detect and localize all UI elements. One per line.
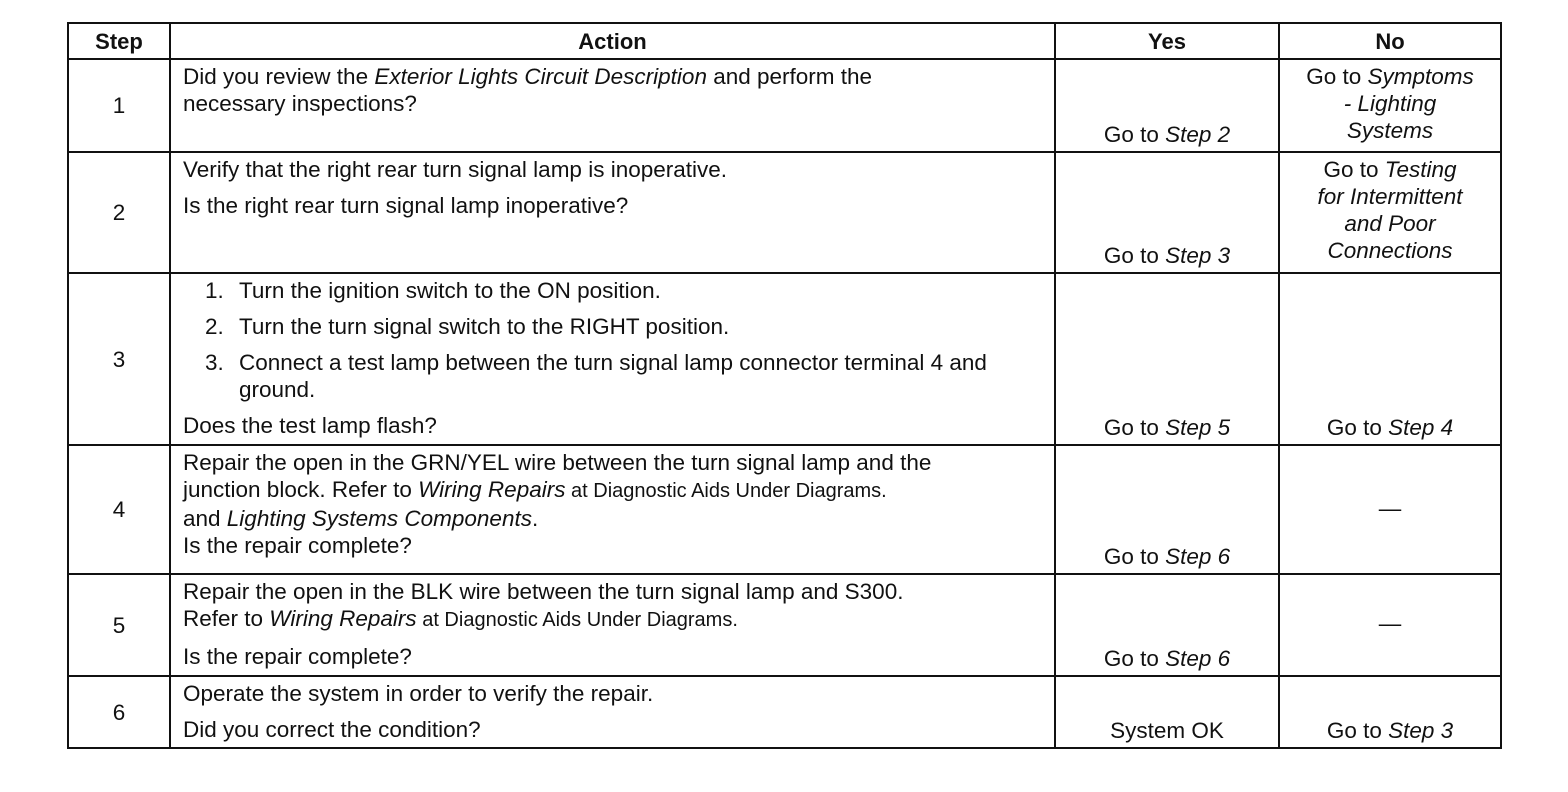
action-line: Repair the open in the BLK wire between the turn signal lamp and S300. xyxy=(183,579,904,604)
yes-text: Go to xyxy=(1103,415,1166,440)
action-text: at Diagnostic Aids Under Diagrams. xyxy=(565,480,887,502)
table-row xyxy=(68,574,1501,676)
yes-text: Go to xyxy=(1103,646,1166,671)
yes-text: Go to xyxy=(1103,243,1166,268)
table-row xyxy=(68,445,1501,574)
no-step-link[interactable]: Step 3 xyxy=(1388,718,1454,743)
step-number: 5 xyxy=(68,574,170,676)
header-step: Step xyxy=(68,23,170,59)
action-reference: Lighting Systems Components xyxy=(226,506,532,531)
action-line xyxy=(183,63,1044,90)
list-item xyxy=(205,313,1044,340)
step-number: 4 xyxy=(68,445,170,574)
yes-cell xyxy=(1055,152,1279,273)
yes-step-link[interactable]: Step 5 xyxy=(1165,415,1231,440)
step-number: 3 xyxy=(68,273,170,445)
header-yes: Yes xyxy=(1055,23,1279,59)
no-line xyxy=(1280,156,1500,183)
action-text: and perform the xyxy=(706,64,873,89)
action-line: Operate the system in order to verify the repair. xyxy=(183,681,654,706)
table-row xyxy=(68,152,1501,273)
action-text: and xyxy=(183,506,227,531)
action-text: Refer to xyxy=(183,606,270,631)
no-text: Go to xyxy=(1326,718,1389,743)
action-line xyxy=(183,505,1044,532)
no-reference[interactable]: - Lighting xyxy=(1343,91,1437,116)
list-item-text: Turn the turn signal switch to the RIGHT position. xyxy=(239,314,730,339)
action-line: Repair the open in the GRN/YEL wire between the turn signal lamp and the xyxy=(183,450,932,475)
table-row xyxy=(68,59,1501,152)
action-question: Is the right rear turn signal lamp inoperative? xyxy=(183,193,629,218)
yes-cell xyxy=(1055,676,1279,748)
no-text: Go to xyxy=(1323,157,1385,182)
no-reference[interactable]: Symptoms xyxy=(1367,64,1474,89)
no-dash: — xyxy=(1378,495,1402,521)
yes-cell xyxy=(1055,574,1279,676)
list-item-number: 2. xyxy=(205,314,224,339)
header-no: No xyxy=(1279,23,1501,59)
yes-step-link[interactable]: Step 6 xyxy=(1165,646,1231,671)
action-line xyxy=(183,605,1044,634)
list-item-number: 1. xyxy=(205,278,224,303)
action-reference: Exterior Lights Circuit Description xyxy=(374,64,707,89)
no-reference[interactable]: Testing xyxy=(1384,157,1457,182)
no-reference[interactable]: Systems xyxy=(1346,118,1434,143)
action-text: junction block. Refer to xyxy=(183,477,419,502)
no-reference[interactable]: Connections xyxy=(1327,238,1453,263)
no-text: Go to xyxy=(1306,64,1368,89)
no-step-link[interactable]: Step 4 xyxy=(1388,415,1454,440)
list-item-text: Connect a test lamp between the turn signal lamp connector terminal 4 and ground. xyxy=(239,350,987,402)
yes-text: Go to xyxy=(1103,122,1166,147)
yes-cell xyxy=(1055,445,1279,574)
action-question: Does the test lamp flash? xyxy=(183,413,437,438)
action-question: Did you correct the condition? xyxy=(183,717,481,742)
action-text: Did you review the xyxy=(183,64,375,89)
action-line xyxy=(183,476,1044,505)
yes-cell xyxy=(1055,273,1279,445)
action-line: necessary inspections? xyxy=(183,91,417,116)
step-number: 2 xyxy=(68,152,170,273)
no-cell xyxy=(1279,152,1501,273)
action-question: Is the repair complete? xyxy=(183,533,412,558)
action-cell xyxy=(170,676,1055,748)
step-number: 6 xyxy=(68,676,170,748)
header-action: Action xyxy=(170,23,1055,59)
yes-cell xyxy=(1055,59,1279,152)
no-cell xyxy=(1279,445,1501,574)
action-question: Is the repair complete? xyxy=(183,644,412,669)
action-reference: Wiring Repairs xyxy=(269,606,417,631)
list-item xyxy=(205,349,1044,403)
action-cell xyxy=(170,574,1055,676)
yes-step-link[interactable]: Step 3 xyxy=(1165,243,1231,268)
no-text: Go to xyxy=(1326,415,1389,440)
step-number: 1 xyxy=(68,59,170,152)
action-reference: Wiring Repairs xyxy=(418,477,566,502)
list-item-number: 3. xyxy=(205,350,224,375)
action-text: at Diagnostic Aids Under Diagrams. xyxy=(416,609,738,631)
action-cell xyxy=(170,445,1055,574)
no-cell xyxy=(1279,59,1501,152)
no-line xyxy=(1280,63,1500,90)
diagnostic-table xyxy=(67,22,1502,749)
yes-text: Go to xyxy=(1103,544,1166,569)
no-cell xyxy=(1279,273,1501,445)
procedure-list xyxy=(183,277,1044,403)
action-cell xyxy=(170,59,1055,152)
list-item xyxy=(205,277,1044,304)
no-dash: — xyxy=(1378,611,1402,636)
no-reference[interactable]: for Intermittent xyxy=(1317,184,1463,209)
action-cell xyxy=(170,152,1055,273)
action-line: Verify that the right rear turn signal lamp is inoperative. xyxy=(183,157,728,182)
yes-result: System OK xyxy=(1110,718,1224,743)
yes-step-link[interactable]: Step 6 xyxy=(1165,544,1231,569)
no-cell xyxy=(1279,574,1501,676)
table-row xyxy=(68,676,1501,748)
no-cell xyxy=(1279,676,1501,748)
table-row xyxy=(68,273,1501,445)
no-reference[interactable]: and Poor xyxy=(1344,211,1436,236)
header-row xyxy=(68,23,1501,59)
action-cell xyxy=(170,273,1055,445)
diagnostic-table-container xyxy=(67,22,1500,749)
list-item-text: Turn the ignition switch to the ON position. xyxy=(239,278,661,303)
yes-step-link[interactable]: Step 2 xyxy=(1165,122,1231,147)
action-text: . xyxy=(531,506,539,531)
